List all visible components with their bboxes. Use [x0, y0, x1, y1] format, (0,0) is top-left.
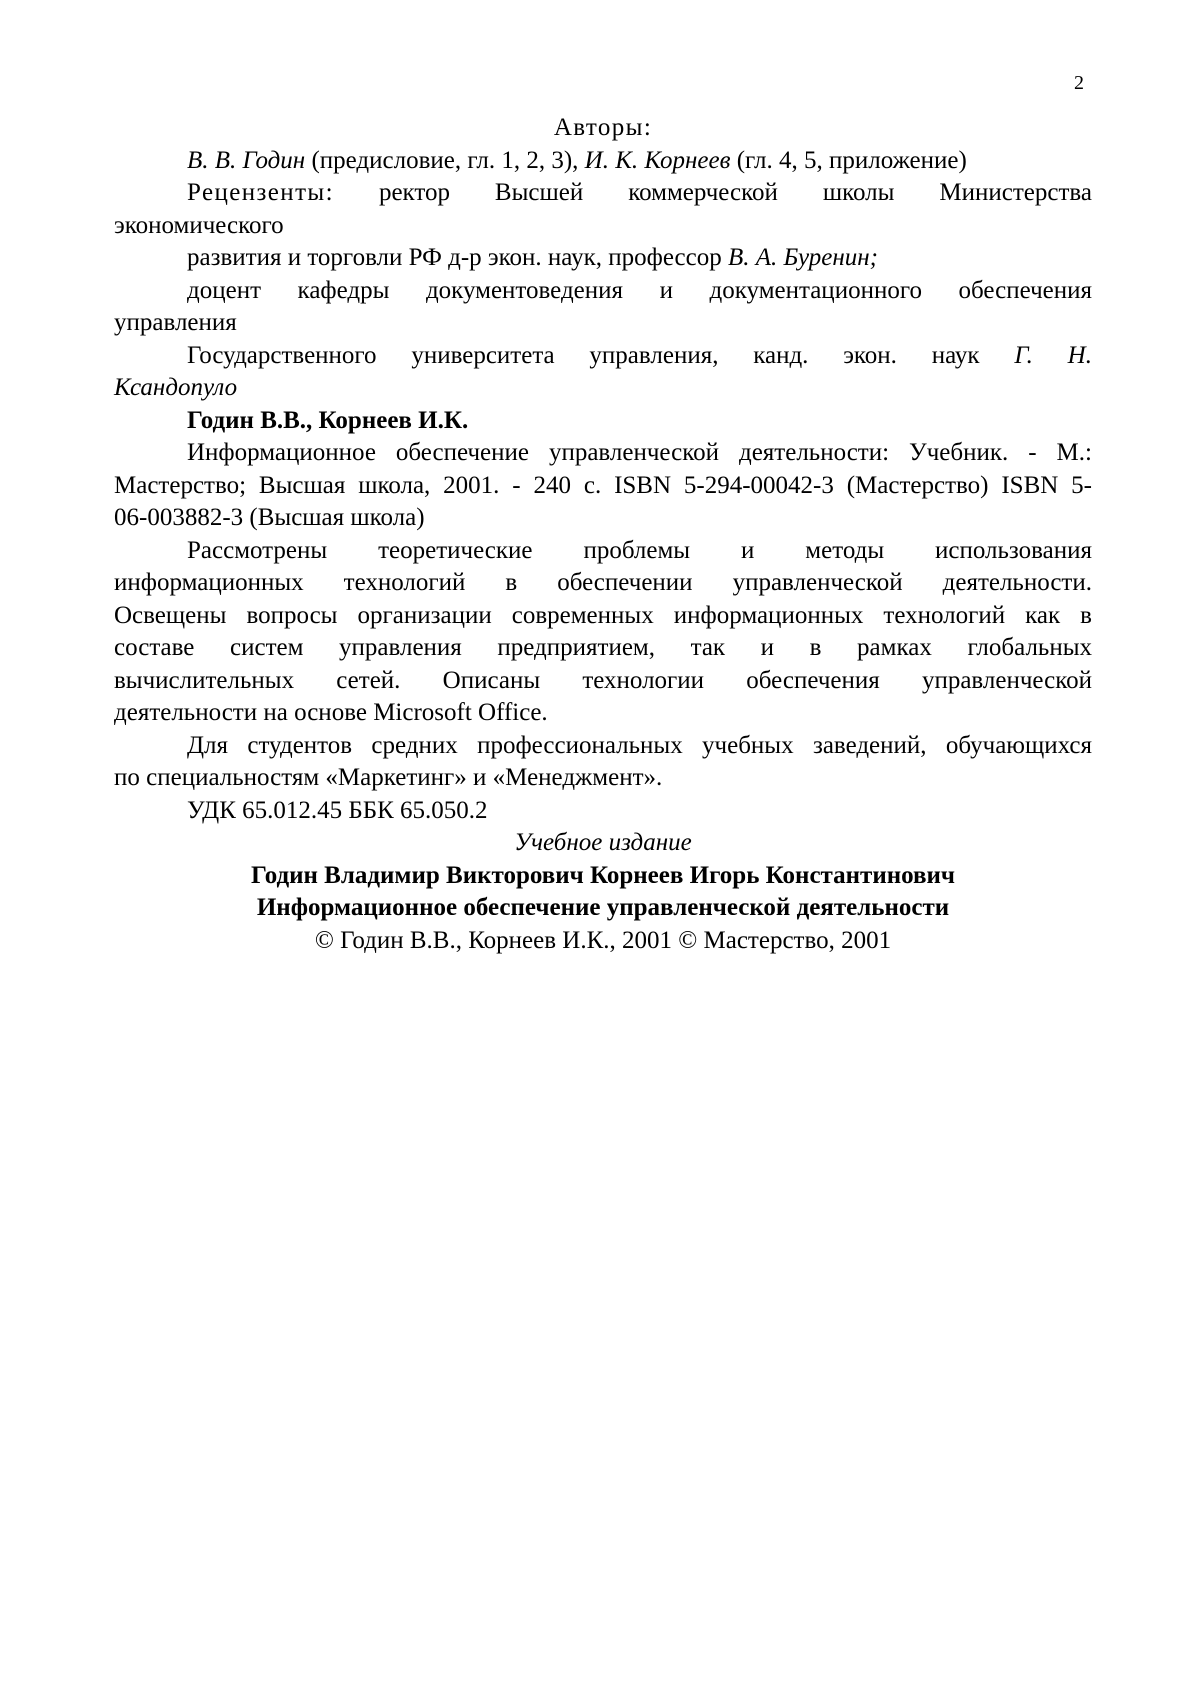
bibliography-line-2: Мастерство; Высшая школа, 2001. - 240 с. ISBN 5-294-00042-3 (Мастерство) ISBN 5- [114, 471, 1092, 499]
author-2-note: (гл. 4, 5, приложение) [730, 146, 967, 174]
audience-line-2: по специальностям «Маркетинг» и «Менеджмент». [114, 764, 663, 791]
reviewer-1-name: В. А. Буренин; [728, 244, 878, 271]
author-1-note: (предисловие, гл. 1, 2, 3), [305, 146, 585, 174]
abstract-line-3: Освещены вопросы организации современных информационных технологий как в [114, 601, 1092, 629]
reviewers-label: Рецензенты: [187, 179, 334, 206]
page-number: 2 [1074, 72, 1084, 94]
abstract-line-6: деятельности на основе Microsoft Office. [114, 699, 548, 726]
edition-type: Учебное издание [514, 829, 692, 856]
reviewers-line-6: Государственного университета управления, канд. экон. наук Г. Н. [187, 341, 1092, 369]
bibliography-line-3: 06-003882-3 (Высшая школа) [114, 504, 425, 531]
author-2-name: И. К. Корнеев [584, 146, 731, 174]
reviewers-line-1: Рецензенты: ректор Высшей коммерческой школы Министерства [187, 179, 1092, 206]
authors-line [114, 145, 1092, 178]
reviewers-line-3: развития и торговли РФ д-р экон. наук, профессор В. А. Буренин; [187, 244, 878, 271]
copyright-line: © Годин В.В., Корнеев И.К., 2001 © Мастерство, 2001 [314, 926, 892, 954]
bibliography-authors: Годин В.В., Корнеев И.К. [187, 406, 469, 434]
imprint-title: Информационное обеспечение управленческой деятельности [256, 894, 950, 921]
author-1-name: В. В. Годин [187, 146, 306, 174]
reviewers-line-4: доцент кафедры документоведения и документационного обеспечения [187, 276, 1092, 304]
audience-line-1: Для студентов средних профессиональных учебных заведений, обучающихся [187, 731, 1092, 759]
classification-codes: УДК 65.012.45 ББК 65.050.2 [187, 796, 488, 824]
bibliography-line-1: Информационное обеспечение управленческой деятельности: Учебник. - М.: [187, 439, 1092, 466]
abstract-line-4: составе систем управления предприятием, так и в рамках глобальных [114, 634, 1092, 661]
abstract-line-1: Рассмотрены теоретические проблемы и методы использования [187, 536, 1092, 564]
abstract-line-5: вычислительных сетей. Описаны технологии обеспечения управленческой [114, 666, 1092, 694]
page-content [114, 112, 1092, 957]
imprint-authors: Годин Владимир Викторович Корнеев Игорь Константинович [250, 861, 956, 889]
reviewers-line-2: экономического [114, 211, 284, 239]
reviewers-line-5: управления [114, 309, 237, 336]
authors-heading: Авторы: [553, 114, 653, 141]
reviewer-2-name-part-2: Ксандопуло [114, 374, 238, 401]
reviewer-2-name-part-1: Г. Н. [1014, 341, 1092, 369]
abstract-line-2: информационных технологий в обеспечении управленческой деятельности. [114, 569, 1092, 596]
